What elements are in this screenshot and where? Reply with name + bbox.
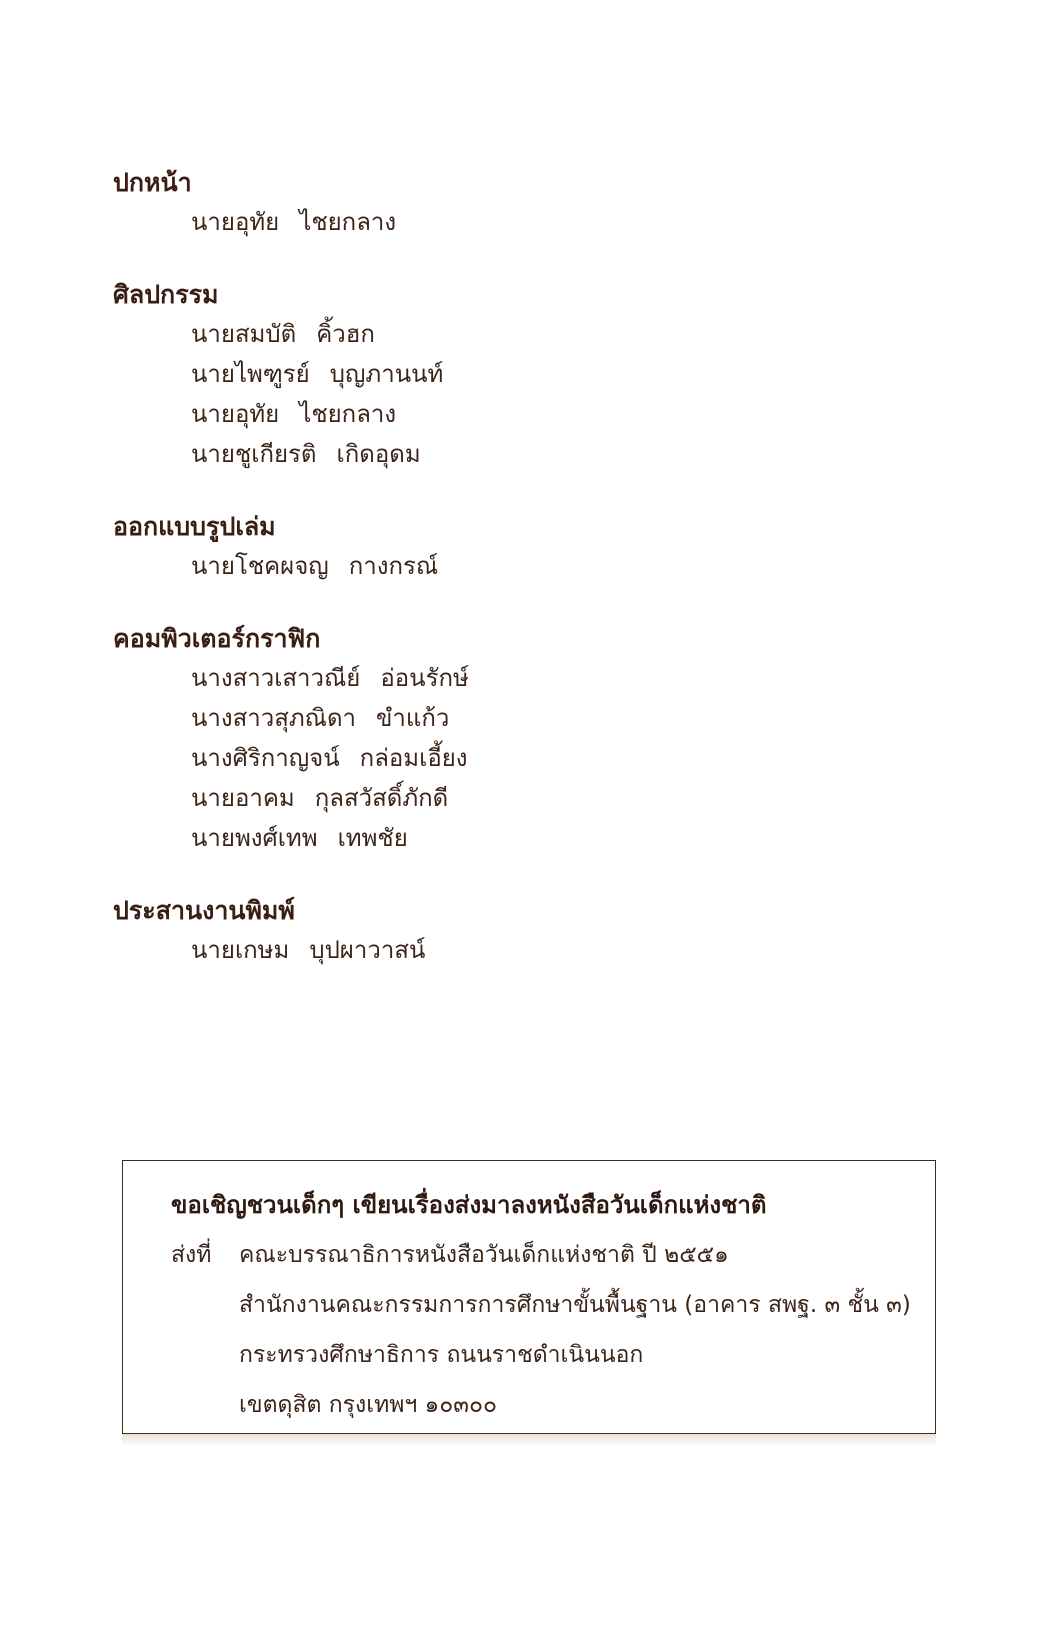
- first-name: นายสมบัติ: [191, 320, 297, 348]
- last-name: กางกรณ์: [348, 552, 439, 580]
- last-name: ไชยกลาง: [299, 400, 397, 428]
- credit-name: [113, 698, 973, 738]
- credit-section-art: [113, 278, 973, 474]
- first-name: นายอุทัย: [191, 400, 280, 428]
- last-name: คิ้วฮก: [316, 320, 375, 348]
- credit-name: [113, 314, 973, 354]
- send-to-label: ส่งที่: [171, 1242, 212, 1268]
- first-name: นางสาวเสาวณีย์: [191, 664, 361, 692]
- credit-section-print-coordination: [113, 894, 973, 970]
- credit-name: [113, 394, 973, 434]
- address-line: สำนักงานคณะกรรมการการศึกษาขั้นพื้นฐาน (อาคาร สพฐ. ๓ ชั้น ๓): [239, 1292, 911, 1318]
- last-name: บุปผาวาสน์: [309, 936, 426, 964]
- first-name: นายอาคม: [191, 784, 295, 812]
- last-name: อ่อนรักษ์: [380, 664, 469, 692]
- address-line: เขตดุสิต กรุงเทพฯ ๑๐๓๐๐: [239, 1392, 498, 1418]
- first-name: นายพงศ์เทพ: [191, 824, 318, 852]
- invitation-title: ขอเชิญชวนเด็กๆ เขียนเรื่องส่งมาลงหนังสือวันเด็กแห่งชาติ: [171, 1191, 767, 1219]
- credit-name: [113, 738, 973, 778]
- credit-section-graphics: [113, 622, 973, 858]
- address-line: กระทรวงศึกษาธิการ ถนนราชดำเนินนอก: [239, 1342, 644, 1368]
- first-name: นายโชคผจญ: [191, 552, 329, 580]
- first-name: นายชูเกียรติ: [191, 440, 317, 468]
- credit-section-layout: [113, 510, 973, 586]
- credit-name: [113, 546, 973, 586]
- section-heading: ปกหน้า: [113, 168, 192, 197]
- credit-section-cover: [113, 166, 973, 242]
- last-name: ขำแก้ว: [376, 704, 450, 732]
- section-heading: ประสานงานพิมพ์: [113, 896, 295, 925]
- section-heading: ศิลปกรรม: [113, 280, 219, 309]
- credit-name: [113, 818, 973, 858]
- first-name: นายเกษม: [191, 936, 290, 964]
- credit-name: [113, 778, 973, 818]
- box-shadow: [122, 1434, 936, 1446]
- credit-name: [113, 658, 973, 698]
- section-heading: คอมพิวเตอร์กราฟิก: [113, 624, 321, 653]
- last-name: บุญภานนท์: [329, 360, 444, 388]
- credits-list: [113, 166, 973, 1006]
- last-name: กล่อมเอี้ยง: [359, 744, 468, 772]
- credit-name: [113, 354, 973, 394]
- first-name: นางสาวสุภณิดา: [191, 704, 356, 732]
- credit-name: [113, 930, 973, 970]
- last-name: กุลสวัสดิ์ภักดี: [314, 784, 449, 812]
- credit-name: [113, 202, 973, 242]
- first-name: นางศิริกาญจน์: [191, 744, 340, 772]
- first-name: นายอุทัย: [191, 208, 280, 236]
- last-name: เกิดอุดม: [336, 440, 421, 468]
- last-name: เทพชัย: [337, 824, 408, 852]
- section-heading: ออกแบบรูปเล่ม: [113, 512, 276, 541]
- first-name: นายไพฑูรย์: [191, 360, 310, 388]
- address-line: คณะบรรณาธิการหนังสือวันเด็กแห่งชาติ ปี ๒๕๕๑: [239, 1242, 729, 1268]
- credit-name: [113, 434, 973, 474]
- last-name: ไชยกลาง: [299, 208, 397, 236]
- invitation-box: [122, 1160, 936, 1434]
